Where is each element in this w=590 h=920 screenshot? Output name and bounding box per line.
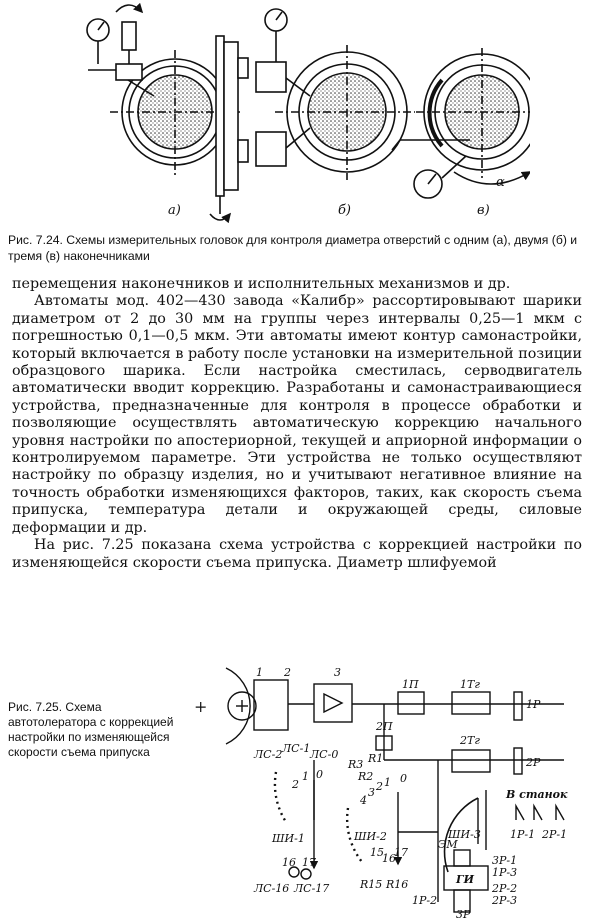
label-2: 2 xyxy=(284,666,291,679)
label-e17: 17 xyxy=(394,846,408,859)
label-e15: 15 xyxy=(370,846,384,859)
label-1r-3: 1Р-3 xyxy=(492,866,518,879)
panel-b-diagram xyxy=(210,9,415,220)
label-ls2: ЛС-2 xyxy=(254,748,283,761)
label-1: 1 xyxy=(256,666,263,679)
label-r2: R2 xyxy=(358,770,374,783)
label-3r: 3Р xyxy=(456,908,471,920)
panel-label-b: б) xyxy=(338,203,352,218)
label-gi: ГИ xyxy=(456,873,474,886)
label-em: ЭМ xyxy=(438,838,458,851)
label-1tg: 1Тг xyxy=(460,678,480,691)
figure-7-25 xyxy=(186,612,588,920)
angle-label: α xyxy=(496,175,505,190)
panel-label-c: в) xyxy=(477,203,490,218)
label-2r-3: 2Р-3 xyxy=(492,894,518,907)
label-e1: 1 xyxy=(384,776,391,789)
label-ls1: ЛС-1 xyxy=(282,742,311,755)
label-3: 3 xyxy=(334,666,341,679)
label-2r: 2Р xyxy=(526,756,541,769)
label-d17: 17 xyxy=(302,856,316,869)
body-text xyxy=(12,276,582,572)
label-e16: 16 xyxy=(382,852,396,865)
label-3r-1: 3Р-1 xyxy=(492,854,518,867)
figure-7-25-caption: Рис. 7.25. Схема автотолератора с коррекцией настройки по изменяющейся скорости съема припуска xyxy=(8,700,174,759)
label-r3: R3 xyxy=(348,758,364,771)
figure-7-24 xyxy=(70,0,530,228)
label-d2: 2 xyxy=(292,778,299,791)
figure-7-24-caption: Рис. 7.24. Схемы измерительных головок для контроля диаметра отверстий с одним (а), двумя (б) и тремя (в) наконечниками xyxy=(8,233,578,263)
label-2p: 2П xyxy=(376,720,393,733)
label-e2: 2 xyxy=(376,780,383,793)
label-1r: 1Р xyxy=(526,698,541,711)
label-shi2: ШИ-2 xyxy=(354,830,387,843)
label-e4: 4 xyxy=(360,794,367,807)
label-r1: R1 xyxy=(368,752,384,765)
label-ls16: ЛС-16 xyxy=(254,882,290,895)
label-1p: 1П xyxy=(402,678,419,691)
paragraph-1: перемещения наконечников и исполнительных механизмов и др. xyxy=(12,276,511,292)
label-2tg: 2Тг xyxy=(460,734,480,747)
label-d16: 16 xyxy=(282,856,296,869)
label-1r-2: 1Р-2 xyxy=(412,894,438,907)
label-r16: R16 xyxy=(386,878,409,891)
label-shi3: ШИ-3 xyxy=(448,828,481,841)
label-d1: 1 xyxy=(302,770,309,783)
label-e0: 0 xyxy=(400,772,407,785)
label-v-stanok: В станок xyxy=(506,788,568,801)
paragraph-3: На рис. 7.25 показана схема устройства с коррекцией настройки по изменяющейся скорости съема припуска. Диаметр шлифуемой xyxy=(12,537,582,571)
label-r15: R15 xyxy=(360,878,383,891)
paragraph-2: Автоматы мод. 402—430 завода «Калибр» рассортировывают шарики диаметром от 2 до 30 мм на группы через интервалы 0,25—1 мкм с погрешностью 0,1—0,5 мкм. Эти автоматы имеют контур самонастройки, который включается в работу после установки на измерительной позиции образцового шарика. Если настройка сместилась, серводвигатель автоматически вводит коррекцию. Разработаны и самонастраивающиеся устройства, предназначенные для контроля в процессе обработки и позволяющие осуществлять автоматическую коррекцию начального уровня настройки по апостериорной, текущей и априорной информации о контролируемом параметре. Эти устройства не только осуществляют настройку по образцу изделия, но и учитывают негативное влияние на точность обработки изменяющихся факторов, таких, как скорость съема припуска, температура детали и окружающей среды, силовые деформации и др. xyxy=(12,293,582,536)
label-2r-1: 2Р-1 xyxy=(542,828,568,841)
label-2r-2: 2Р-2 xyxy=(492,882,518,895)
label-plus: + xyxy=(194,697,208,716)
label-ls0: ЛС-0 xyxy=(310,748,339,761)
label-ls17: ЛС-17 xyxy=(294,882,330,895)
panel-c-diagram xyxy=(392,48,530,198)
label-shi1: ШИ-1 xyxy=(272,832,305,845)
panel-label-a: а) xyxy=(168,203,181,218)
label-e3: 3 xyxy=(368,786,375,799)
label-d0: 0 xyxy=(316,768,323,781)
label-1r-1: 1Р-1 xyxy=(510,828,536,841)
